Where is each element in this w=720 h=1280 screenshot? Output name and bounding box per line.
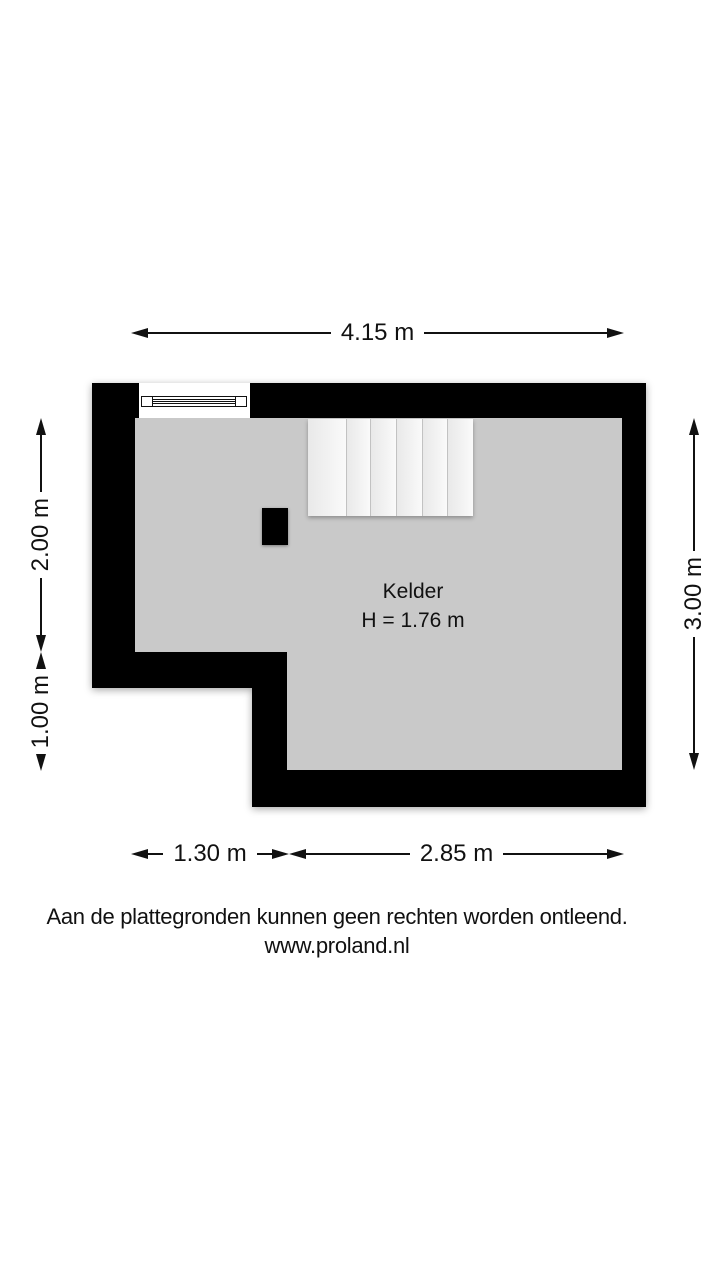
dimension-line [424, 332, 607, 334]
arrow-down-icon [689, 753, 699, 770]
arrow-right-icon [607, 849, 624, 859]
room-name: Kelder [382, 580, 444, 603]
dimension-right-label: 3.00 m [680, 557, 707, 631]
wall-right [622, 383, 646, 807]
floor-area-lower [287, 652, 622, 770]
dimension-line [257, 853, 272, 855]
arrow-left-icon [289, 849, 306, 859]
arrow-left-icon [131, 849, 148, 859]
dimension-line [148, 853, 163, 855]
dimension-line [40, 578, 42, 635]
stairs [308, 419, 473, 516]
dimension-top-label: 4.15 m [340, 319, 415, 346]
arrow-up-icon [36, 652, 46, 669]
window-jamb [235, 397, 236, 406]
window-glass-line [153, 399, 235, 400]
column [262, 508, 288, 545]
arrow-right-icon [272, 849, 289, 859]
dimension-line [40, 435, 42, 492]
dimension-line [693, 637, 695, 753]
arrow-left-icon [131, 328, 148, 338]
arrow-down-icon [36, 635, 46, 652]
stair-tread [397, 419, 423, 516]
dimension-bottom-right-label: 2.85 m [419, 840, 494, 867]
stair-tread [371, 419, 397, 516]
arrow-up-icon [689, 418, 699, 435]
dimension-bottom-left [131, 840, 289, 868]
window [139, 383, 250, 418]
arrow-right-icon [607, 328, 624, 338]
dimension-bottom-left-label: 1.30 m [173, 840, 247, 867]
window-icon [141, 396, 247, 407]
arrow-down-icon [36, 754, 46, 771]
disclaimer-text: Aan de plattegronden kunnen geen rechten worden ontleend. [46, 904, 628, 929]
dimension-left-upper [26, 418, 56, 652]
window-glass-line [153, 401, 235, 402]
window-glass-line [153, 403, 235, 404]
footer [0, 902, 674, 960]
dimension-line [148, 332, 331, 334]
dimension-line [693, 435, 695, 551]
wall-bottom [252, 770, 646, 807]
website-text: www.proland.nl [264, 933, 410, 958]
dimension-line [306, 853, 410, 855]
room-height: H = 1.76 m [361, 609, 465, 632]
stair-tread [308, 419, 347, 516]
arrow-up-icon [36, 418, 46, 435]
dimension-top [131, 319, 624, 347]
stair-tread [448, 419, 473, 516]
dimension-bottom-right [289, 840, 624, 868]
stair-tread [423, 419, 448, 516]
stair-tread [347, 419, 371, 516]
dimension-left-upper-label: 2.00 m [27, 498, 54, 572]
dimension-left-lower-label: 1.00 m [27, 675, 54, 749]
room-label [313, 577, 513, 635]
dimension-left-lower [26, 652, 56, 770]
wall-left [92, 383, 135, 688]
dimension-line [503, 853, 607, 855]
dimension-right [679, 418, 709, 770]
